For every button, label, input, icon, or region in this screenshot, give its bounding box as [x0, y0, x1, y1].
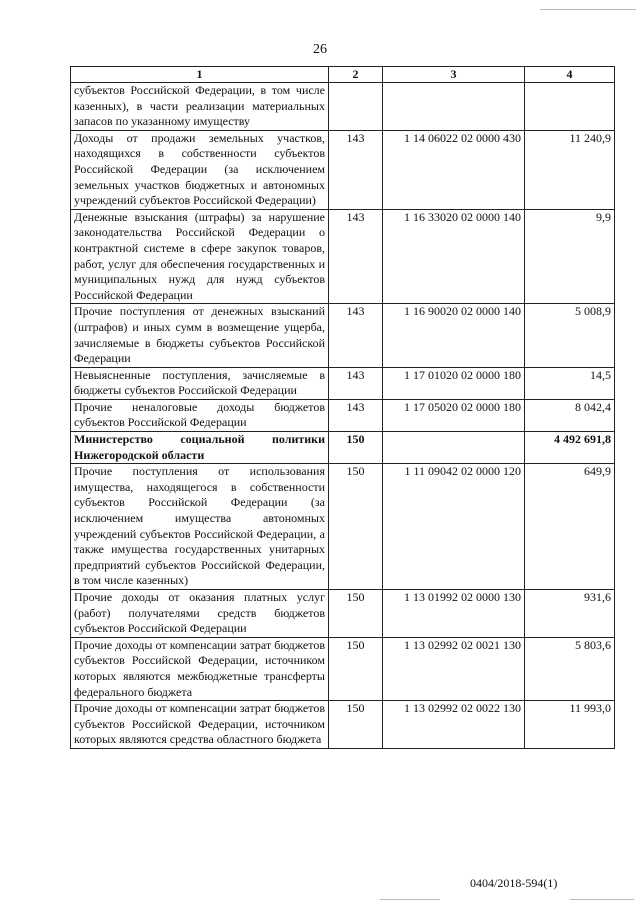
revenue-name-cell: Невыясненные поступления, зачисляемые в бюджеты субъектов Российской Федерации [71, 367, 329, 399]
page-number: 26 [313, 42, 327, 57]
revenue-name-cell: субъектов Российской Федерации, в том числе казенных), в части реализации материальных запасов по указанному имуществу [71, 83, 329, 131]
admin-code-cell: 143 [329, 367, 383, 399]
amount-cell: 14,5 [525, 367, 615, 399]
table-row [71, 304, 615, 367]
amount-cell: 5 803,6 [525, 637, 615, 700]
admin-code-cell: 143 [329, 399, 383, 431]
revenue-table [70, 66, 615, 749]
scan-artifact [540, 9, 636, 10]
amount-cell: 11 993,0 [525, 701, 615, 749]
amount-cell: 5 008,9 [525, 304, 615, 367]
revenue-name-cell: Прочие доходы от компенсации затрат бюджетов субъектов Российской Федерации, источником которых являются межбюджетные трансферты федерального бюджета [71, 637, 329, 700]
admin-code-cell: 150 [329, 637, 383, 700]
amount-cell: 8 042,4 [525, 399, 615, 431]
admin-code-cell: 150 [329, 590, 383, 638]
table-row [71, 637, 615, 700]
revenue-name-cell: Денежные взыскания (штрафы) за нарушение законодательства Российской Федерации о контрактной системе в сфере закупок товаров, работ, услуг для обеспечения государственных и муниципальных нужд для нужд субъектов Российской Федерации [71, 209, 329, 304]
table-row [71, 701, 615, 749]
budget-code-cell: 1 11 09042 02 0000 120 [383, 464, 525, 590]
amount-cell: 11 240,9 [525, 130, 615, 209]
amount-cell: 649,9 [525, 464, 615, 590]
budget-code-cell: 1 13 01992 02 0000 130 [383, 590, 525, 638]
table-header-row [71, 67, 615, 83]
admin-code-cell: 143 [329, 209, 383, 304]
column-header-2: 2 [329, 67, 383, 83]
column-header-1: 1 [71, 67, 329, 83]
column-header-4: 4 [525, 67, 615, 83]
amount-cell: 931,6 [525, 590, 615, 638]
admin-code-cell: 150 [329, 701, 383, 749]
budget-code-cell: 1 17 05020 02 0000 180 [383, 399, 525, 431]
budget-code-cell: 1 13 02992 02 0022 130 [383, 701, 525, 749]
revenue-name-cell: Прочие поступления от денежных взысканий (штрафов) и иных сумм в возмещение ущерба, зачисляемые в бюджеты субъектов Российской Федерации [71, 304, 329, 367]
budget-code-cell [383, 83, 525, 131]
budget-code-cell: 1 13 02992 02 0021 130 [383, 637, 525, 700]
table-row [71, 590, 615, 638]
scan-artifact [380, 899, 440, 900]
admin-code-cell: 143 [329, 304, 383, 367]
revenue-name-cell: Прочие доходы от оказания платных услуг (работ) получателями средств бюджетов субъектов Российской Федерации [71, 590, 329, 638]
revenue-name-cell: Министерство социальной политики Нижегородской области [71, 432, 329, 464]
budget-code-cell: 1 14 06022 02 0000 430 [383, 130, 525, 209]
admin-code-cell: 150 [329, 464, 383, 590]
table-row [71, 432, 615, 464]
table-row [71, 399, 615, 431]
table-row [71, 367, 615, 399]
revenue-name-cell: Прочие неналоговые доходы бюджетов субъектов Российской Федерации [71, 399, 329, 431]
table-row [71, 83, 615, 131]
admin-code-cell: 143 [329, 130, 383, 209]
amount-cell [525, 83, 615, 131]
budget-code-cell: 1 17 01020 02 0000 180 [383, 367, 525, 399]
admin-code-cell [329, 83, 383, 131]
revenue-name-cell: Прочие доходы от компенсации затрат бюджетов субъектов Российской Федерации, источником которых являются средства областного бюджета [71, 701, 329, 749]
budget-code-cell: 1 16 33020 02 0000 140 [383, 209, 525, 304]
column-header-3: 3 [383, 67, 525, 83]
admin-code-cell: 150 [329, 432, 383, 464]
document-number: 0404/2018-594(1) [470, 876, 558, 890]
scan-artifact [570, 899, 634, 900]
amount-cell: 9,9 [525, 209, 615, 304]
revenue-name-cell: Прочие поступления от использования имущества, находящегося в собственности субъектов Российской Федерации (за исключением имущества автономных учреждений субъектов Российской Федерации, а также имущества государственных унитарных предприятий субъектов Российской Федерации, в том числе казенных) [71, 464, 329, 590]
table-row [71, 209, 615, 304]
table-row [71, 130, 615, 209]
budget-code-cell: 1 16 90020 02 0000 140 [383, 304, 525, 367]
amount-cell: 4 492 691,8 [525, 432, 615, 464]
table-row [71, 464, 615, 590]
revenue-name-cell: Доходы от продажи земельных участков, находящихся в собственности субъектов Российской Федерации (за исключением земельных участков бюджетных и автономных учреждений субъектов Российской Федерации) [71, 130, 329, 209]
budget-code-cell [383, 432, 525, 464]
